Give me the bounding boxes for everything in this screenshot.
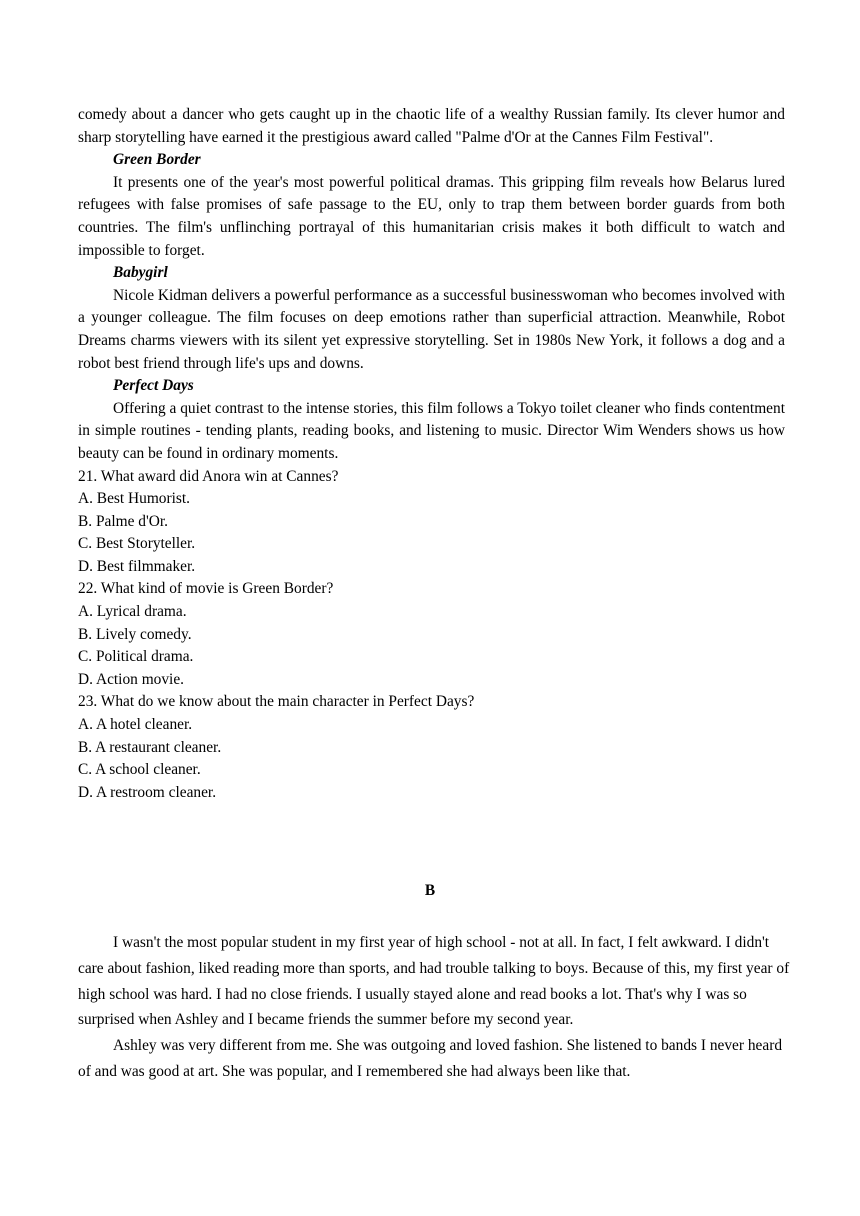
film-title: Green Border xyxy=(113,151,201,169)
film-title: Babygirl xyxy=(113,264,168,282)
answer-option[interactable]: A. Best Humorist. xyxy=(78,490,191,508)
question-stem: 21. What award did Anora win at Cannes? xyxy=(78,467,339,485)
answer-option[interactable]: B. Palme d'Or. xyxy=(78,512,168,530)
answer-option[interactable]: A. Lyrical drama. xyxy=(78,603,187,621)
passage-paragraph: Ashley was very different from me. She was outgoing and loved fashion. She listened to bands I never heard of and was good at art. She was popular, and I remembered she had always been like that. xyxy=(78,1037,783,1080)
answer-option[interactable]: D. Action movie. xyxy=(78,670,185,688)
film-title: Perfect Days xyxy=(113,377,194,395)
answer-option[interactable]: C. Best Storyteller. xyxy=(78,535,196,553)
film-description: Nicole Kidman delivers a powerful performance as a successful businesswoman who becomes involved with a younger colleague. The film focuses on deep emotions rather than superficial attraction. Meanwhile, Robot Dreams charms viewers with its silent yet expressive storytelling. Set in 1980s New York, it follows a dog and a robot best friend through life's ups and downs. xyxy=(78,286,785,372)
intro-paragraph: comedy about a dancer who gets caught up in the chaotic life of a wealthy Russian family. Its clever humor and sharp storytelling have earned it the prestigious award called "Palme d'Or at the Cannes Film Festival". xyxy=(78,106,785,146)
question-stem: 23. What do we know about the main character in Perfect Days? xyxy=(78,693,475,711)
answer-option[interactable]: A. A hotel cleaner. xyxy=(78,716,193,734)
answer-option[interactable]: D. A restroom cleaner. xyxy=(78,783,217,801)
answer-option[interactable]: C. Political drama. xyxy=(78,648,194,666)
section-title: B xyxy=(424,882,436,899)
question-stem: 22. What kind of movie is Green Border? xyxy=(78,580,334,598)
answer-option[interactable]: C. A school cleaner. xyxy=(78,761,201,779)
film-description: It presents one of the year's most powerful political dramas. This gripping film reveals how Belarus lured refugees with false promises of safe passage to the EU, only to trap them between border guards from both countries. The film's unflinching portrayal of this humanitarian crisis makes it both difficult to watch and impossible to forget. xyxy=(78,173,785,259)
answer-option[interactable]: B. Lively comedy. xyxy=(78,625,192,643)
question-23 xyxy=(78,691,785,804)
part-b xyxy=(78,930,790,1085)
answer-option[interactable]: B. A restaurant cleaner. xyxy=(78,738,222,756)
question-21 xyxy=(78,466,785,579)
question-22 xyxy=(78,578,785,691)
part-a xyxy=(78,104,785,804)
answer-option[interactable]: D. Best filmmaker. xyxy=(78,557,196,575)
film-description: Offering a quiet contrast to the intense stories, this film follows a Tokyo toilet cleaner who finds contentment in simple routines - tending plants, reading books, and listening to music. Director Wim Wenders shows us how beauty can be found in ordinary moments. xyxy=(78,399,785,462)
passage-paragraph: I wasn't the most popular student in my first year of high school - not at all. In fact, I felt awkward. I didn't care about fashion, liked reading more than sports, and had trouble talking to boys. Because of this, my first year of high school was hard. I had no close friends. I usually stayed alone and read books a lot. That's why I was so surprised when Ashley and I became friends the summer before my second year. xyxy=(78,934,790,1029)
